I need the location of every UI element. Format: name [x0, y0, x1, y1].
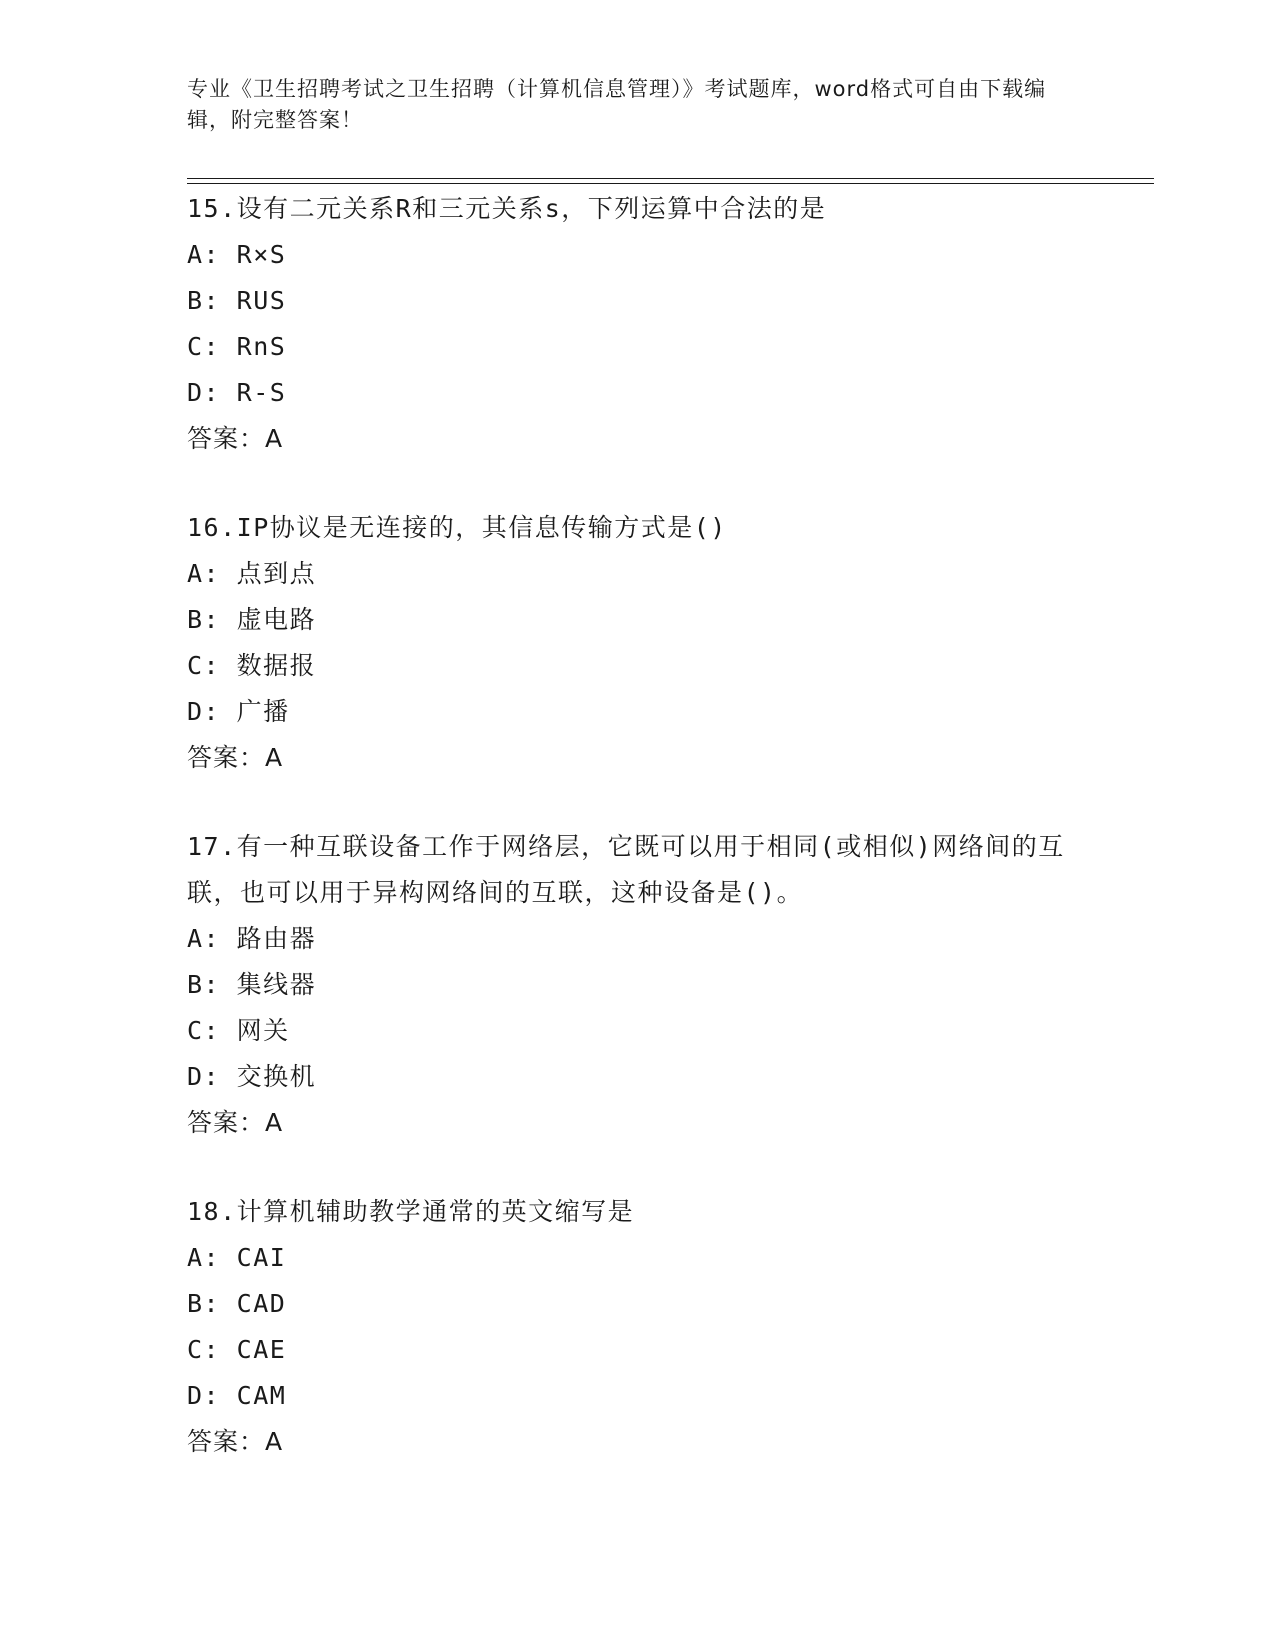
answer-label: 答案：A [187, 743, 284, 772]
option-a: A: 路由器 [187, 924, 317, 953]
option-d: D: R-S [187, 378, 287, 407]
answer-label: 答案：A [187, 424, 284, 453]
option-a: A: CAI [187, 1243, 287, 1272]
option-c: C: CAE [187, 1335, 287, 1364]
document-header: 专业《卫生招聘考试之卫生招聘（计算机信息管理）》考试题库，word格式可自由下载编辑，附完整答案！ [187, 77, 1047, 132]
question-stem: 15.设有二元关系R和三元关系s，下列运算中合法的是 [187, 194, 827, 223]
option-c: C: RnS [187, 332, 287, 361]
question-stem: 16.IP协议是无连接的，其信息传输方式是() [187, 513, 727, 542]
option-d: D: CAM [187, 1381, 287, 1410]
question-17 [187, 824, 1087, 1146]
option-b: B: 虚电路 [187, 605, 317, 634]
question-stem: 18.计算机辅助教学通常的英文缩写是 [187, 1197, 635, 1226]
option-a: A: R×S [187, 240, 287, 269]
option-d: D: 交换机 [187, 1062, 317, 1091]
option-b: B: RUS [187, 286, 287, 315]
option-d: D: 广播 [187, 697, 290, 726]
question-16 [187, 505, 1087, 781]
question-15 [187, 186, 1087, 462]
header-divider-top [187, 178, 1154, 179]
option-b: B: 集线器 [187, 970, 317, 999]
option-b: B: CAD [187, 1289, 287, 1318]
option-c: C: 数据报 [187, 651, 317, 680]
option-c: C: 网关 [187, 1016, 290, 1045]
option-a: A: 点到点 [187, 559, 317, 588]
question-list [187, 186, 1087, 1508]
question-18 [187, 1189, 1087, 1465]
header-divider-bottom [187, 183, 1154, 184]
answer-label: 答案：A [187, 1427, 284, 1456]
answer-label: 答案：A [187, 1108, 284, 1137]
question-stem: 17.有一种互联设备工作于网络层，它既可以用于相同(或相似)网络间的互联，也可以用于异构网络间的互联，这种设备是()。 [187, 832, 1065, 907]
